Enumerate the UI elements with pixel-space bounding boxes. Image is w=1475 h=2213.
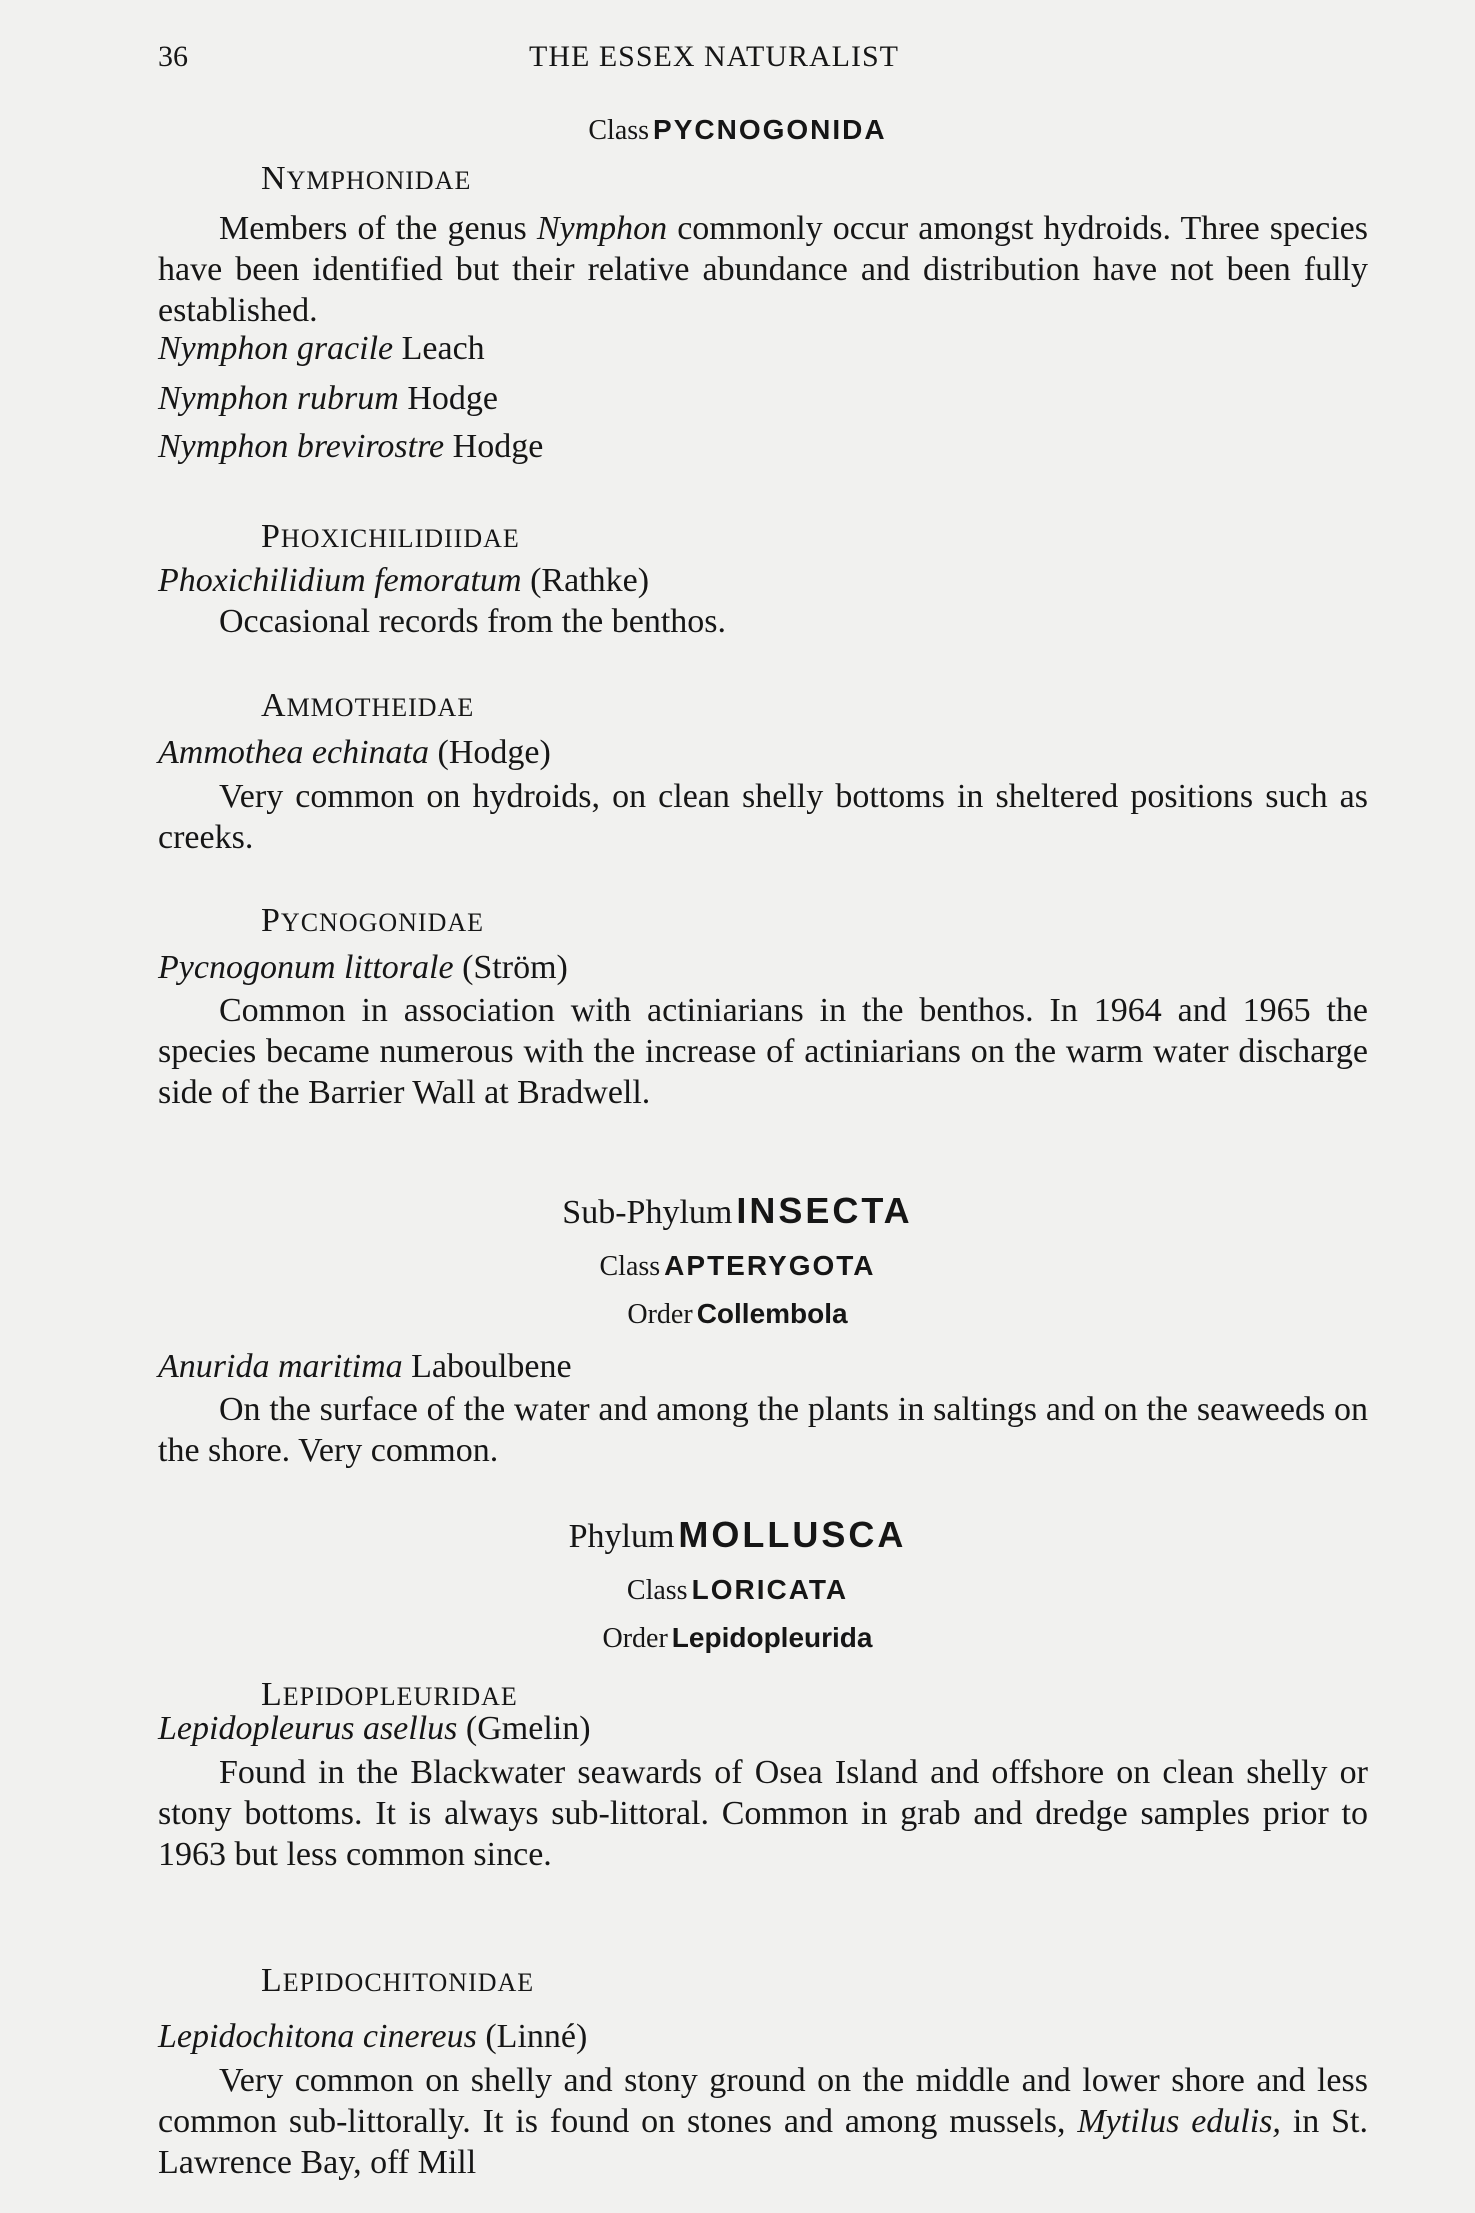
order-label: Order: [602, 1623, 668, 1654]
class-heading: [0, 114, 1475, 147]
family-heading: LEPIDOCHITONIDAE: [261, 1962, 535, 1999]
species-epithet: rubrum: [296, 380, 399, 417]
phylum-name: MOLLUSCA: [678, 1514, 907, 1555]
species-line: [158, 949, 568, 987]
class-label: Class: [599, 1251, 661, 1282]
family-heading: AMMOTHEIDAE: [261, 687, 475, 724]
species-line: [158, 380, 498, 418]
family-heading: NYMPHONIDAE: [261, 160, 472, 197]
lepidochitonidae-text: [158, 2060, 1368, 2183]
species-name: Phoxichilidium femoratum: [158, 562, 522, 599]
genus-name: Nymphon: [536, 210, 668, 247]
class-heading: [0, 1250, 1475, 1283]
text-fragment: Very common on shelly and stony ground on the middle and lower shore and less common sub-littorally. It is found on stones and among mussels,: [158, 2062, 1368, 2140]
species-author: (Hodge): [437, 734, 551, 771]
text-fragment: in St. Lawrence Bay, off Mill: [158, 2103, 1369, 2181]
order-name: Collembola: [696, 1298, 848, 1329]
species-author: (Rathke): [530, 562, 650, 599]
species-genus: Nymphon: [158, 380, 289, 417]
nymphonidae-text: Members of the genus Nymphon commonly occur amongst hydroids. Three species have been identified but their relative abundance and distribution have not been fully established.: [158, 210, 1368, 329]
species-epithet: brevirostre: [296, 428, 445, 465]
subphylum-heading: [0, 1190, 1475, 1232]
family-heading: LEPIDOPLEURIDAE: [261, 1676, 518, 1713]
species-line: [158, 330, 485, 368]
species-author: (Linné): [485, 2018, 588, 2055]
order-heading: [0, 1622, 1475, 1655]
species-author: (Ström): [462, 949, 568, 986]
species-line: [158, 428, 543, 466]
order-label: Order: [627, 1299, 693, 1330]
phylum-label: Phylum: [568, 1518, 675, 1555]
species-genus: Nymphon: [158, 330, 289, 367]
class-name: APTERYGOTA: [664, 1250, 876, 1281]
species-author: Laboulbene: [411, 1348, 572, 1385]
paragraph: [158, 990, 1368, 1113]
paragraph: [158, 2060, 1368, 2183]
paragraph: [158, 776, 1368, 858]
subphylum-label: Sub-Phylum: [562, 1194, 733, 1231]
species-name: Anurida maritima: [158, 1348, 403, 1385]
class-heading: [0, 1574, 1475, 1607]
species-author: Leach: [401, 330, 485, 367]
species-line: [158, 562, 649, 600]
paragraph: [158, 208, 1368, 331]
order-heading: [0, 1298, 1475, 1331]
species-name: Lepidochitona cinereus: [158, 2018, 477, 2055]
species-author: Hodge: [452, 428, 544, 465]
insecta-text: On the surface of the water and among the plants in saltings and on the seaweeds on the shore. Very common.: [158, 1391, 1368, 1469]
species-line: [158, 1710, 591, 1748]
ammotheidae-text: Very common on hydroids, on clean shelly bottoms in sheltered positions such as creeks.: [158, 778, 1368, 856]
paragraph: [158, 1389, 1368, 1471]
class-name: PYCNOGONIDA: [653, 114, 887, 145]
species-author: (Gmelin): [465, 1710, 591, 1747]
species-line: [158, 734, 551, 772]
class-label: Class: [588, 115, 650, 146]
species-line: [158, 2018, 587, 2056]
class-label: Class: [626, 1575, 688, 1606]
lepidopleuridae-text: Found in the Blackwater seawards of Osea Island and offshore on clean shelly or stony bottoms. It is always sub-littoral. Common in grab and dredge samples prior to 1963 but less common since.: [158, 1754, 1368, 1873]
species-name: Mytilus edulis,: [1077, 2103, 1281, 2140]
species-author: Hodge: [407, 380, 499, 417]
class-name: LORICATA: [691, 1574, 849, 1605]
family-heading: PHOXICHILIDIIDAE: [261, 518, 520, 555]
family-heading: PYCNOGONIDAE: [261, 902, 485, 939]
page-number: 36: [158, 40, 188, 73]
paragraph: [158, 1752, 1368, 1875]
order-name: Lepidopleurida: [671, 1622, 873, 1653]
species-name: Pycnogonum littorale: [158, 949, 454, 986]
paragraph: Occasional records from the benthos.: [219, 603, 726, 640]
species-name: Lepidopleurus asellus: [158, 1710, 458, 1747]
species-genus: Nymphon: [158, 428, 289, 465]
running-title: THE ESSEX NATURALIST: [529, 40, 899, 73]
species-line: [158, 1348, 572, 1386]
species-epithet: gracile: [296, 330, 394, 367]
subphylum-name: INSECTA: [736, 1190, 913, 1231]
phylum-heading: [0, 1514, 1475, 1556]
pycnogonidae-text: Common in association with actiniarians in the benthos. In 1964 and 1965 the species became numerous with the increase of actiniarians on the warm water discharge side of the Barrier Wall at Bradwell.: [158, 992, 1368, 1111]
species-name: Ammothea echinata: [158, 734, 429, 771]
